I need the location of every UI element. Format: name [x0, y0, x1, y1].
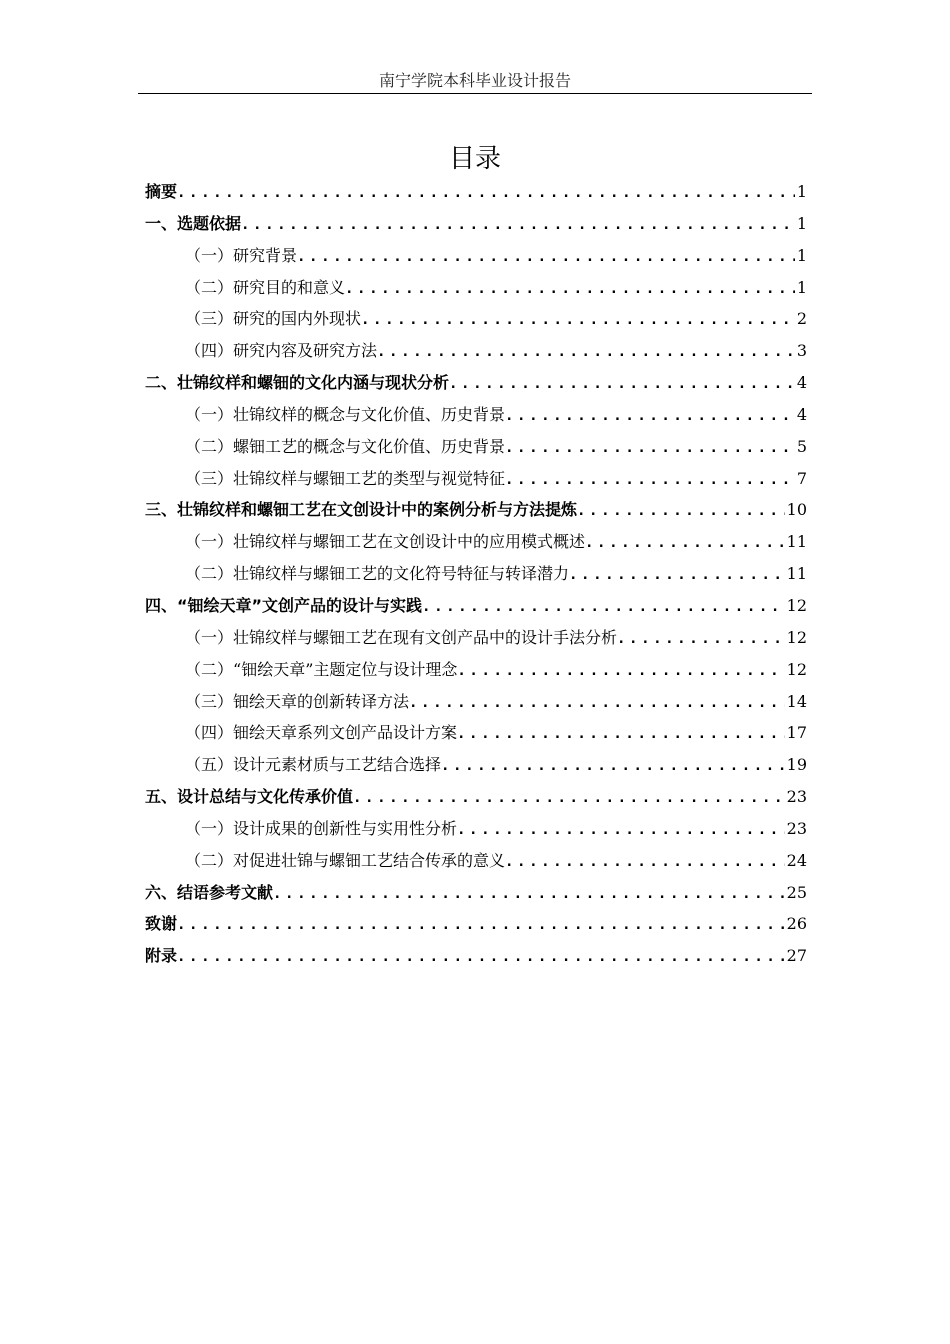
toc-entry-label: 研究目的和意义 — [233, 277, 346, 297]
toc-dot-leader — [457, 719, 785, 751]
toc-entry[interactable] — [145, 717, 807, 749]
toc-entry-page: 4 — [796, 373, 807, 393]
toc-entry-number: （二） — [185, 850, 234, 870]
toc-entry[interactable] — [145, 494, 807, 526]
toc-entry-page: 10 — [786, 500, 807, 520]
toc-entry-number: （三） — [185, 468, 234, 488]
toc-dot-leader — [345, 274, 795, 306]
toc-entry-page: 1 — [796, 245, 807, 265]
toc-entry-page: 11 — [786, 532, 807, 552]
toc-entry-page: 12 — [786, 627, 807, 647]
toc-entry-number: （三） — [185, 309, 234, 329]
toc-entry-label: 摘要 — [145, 182, 178, 201]
toc-dot-leader — [617, 624, 785, 656]
toc-entry-label: 壮锦纹样与螺钿工艺在现有文创产品中的设计手法分析 — [233, 627, 618, 647]
toc-entry[interactable] — [145, 908, 807, 940]
toc-entry[interactable] — [145, 367, 807, 399]
table-of-contents — [145, 176, 807, 972]
toc-entry-label: 壮锦纹样与螺钿工艺在文创设计中的应用模式概述 — [233, 532, 586, 552]
toc-dot-leader — [409, 688, 785, 720]
toc-entry-page: 19 — [786, 755, 807, 775]
toc-entry-page: 17 — [786, 723, 807, 743]
toc-dot-leader — [353, 783, 785, 815]
toc-entry[interactable] — [145, 303, 807, 335]
toc-entry-number: （一） — [185, 245, 234, 265]
toc-entry-label: 研究的国内外现状 — [233, 309, 362, 329]
toc-entry-number: （三） — [185, 691, 234, 711]
toc-entry-number: （一） — [185, 532, 234, 552]
running-header: 南宁学院本科毕业设计报告 — [378, 71, 571, 90]
toc-entry[interactable] — [145, 654, 807, 686]
toc-entry-number: （四） — [185, 723, 234, 743]
toc-entry-page: 3 — [796, 341, 807, 361]
toc-entry-label: 壮锦纹样与螺钿工艺的文化符号特征与转译潜力 — [233, 564, 570, 584]
toc-entry[interactable] — [145, 590, 807, 622]
toc-dot-leader — [177, 942, 785, 974]
toc-entry-page: 14 — [786, 691, 807, 711]
toc-entry-number: （四） — [185, 341, 234, 361]
toc-entry-number: （一） — [185, 818, 234, 838]
toc-entry-label: 五、设计总结与文化传承价值 — [145, 787, 354, 807]
toc-entry[interactable] — [145, 240, 807, 272]
toc-entry[interactable] — [145, 877, 807, 909]
toc-entry-page: 23 — [786, 787, 807, 807]
toc-entry-number: （二） — [185, 659, 234, 679]
toc-entry[interactable] — [145, 335, 807, 367]
toc-entry-label: 螺钿工艺的概念与文化价值、历史背景 — [233, 436, 506, 456]
toc-title: 目录 — [448, 144, 501, 174]
toc-entry-label: 六、结语参考文献 — [145, 882, 274, 902]
toc-dot-leader — [505, 465, 795, 497]
toc-dot-leader — [569, 560, 785, 592]
toc-entry-page: 7 — [796, 468, 807, 488]
toc-entry-label: 研究内容及研究方法 — [233, 341, 378, 361]
toc-entry-page: 12 — [786, 659, 807, 679]
toc-dot-leader — [177, 910, 785, 942]
header-divider — [138, 93, 812, 94]
toc-entry-label: “钿绘天章”主题定位与设计理念 — [233, 659, 458, 679]
toc-dot-leader — [361, 305, 795, 337]
toc-dot-leader — [241, 210, 795, 242]
toc-entry-number: （二） — [185, 564, 234, 584]
toc-entry[interactable] — [145, 208, 807, 240]
toc-dot-leader — [505, 401, 795, 433]
toc-entry-page: 24 — [786, 850, 807, 870]
toc-entry-number: （二） — [185, 277, 234, 297]
toc-entry[interactable] — [145, 399, 807, 431]
toc-entry[interactable] — [145, 526, 807, 558]
toc-entry-page: 11 — [786, 564, 807, 584]
toc-dot-leader — [377, 337, 795, 369]
toc-entry[interactable] — [145, 431, 807, 463]
toc-dot-leader — [449, 369, 795, 401]
toc-entry-number: （五） — [185, 755, 234, 775]
toc-entry-number: （一） — [185, 627, 234, 647]
toc-entry[interactable] — [145, 272, 807, 304]
toc-entry-page: 1 — [796, 277, 807, 297]
toc-entry-label: 致谢 — [145, 914, 178, 934]
toc-entry-page: 1 — [796, 182, 807, 201]
toc-entry-label: 研究背景 — [233, 245, 298, 265]
toc-entry-number: （二） — [185, 436, 234, 456]
toc-entry[interactable] — [145, 558, 807, 590]
toc-entry-label: 壮锦纹样的概念与文化价值、历史背景 — [233, 404, 506, 424]
toc-dot-leader — [297, 242, 795, 274]
toc-entry-page: 12 — [786, 595, 807, 615]
toc-entry-number: 二、 — [145, 373, 178, 393]
toc-entry[interactable] — [145, 940, 807, 972]
toc-dot-leader — [505, 847, 785, 879]
toc-dot-leader — [585, 528, 785, 560]
toc-dot-leader — [577, 496, 785, 528]
toc-entry-page: 26 — [786, 914, 807, 934]
toc-entry-number: （一） — [185, 404, 234, 424]
toc-entry[interactable] — [145, 845, 807, 877]
toc-entry-page: 25 — [786, 882, 807, 902]
toc-entry[interactable] — [145, 622, 807, 654]
toc-entry-page: 2 — [796, 309, 807, 329]
toc-entry[interactable] — [145, 176, 807, 208]
toc-dot-leader — [457, 815, 785, 847]
toc-entry-page: 1 — [796, 213, 807, 233]
toc-entry-label: 壮锦纹样和螺钿的文化内涵与现状分析 — [177, 373, 450, 393]
toc-entry-page: 23 — [786, 818, 807, 838]
toc-entry-page: 5 — [796, 436, 807, 456]
toc-entry[interactable] — [145, 749, 807, 781]
toc-dot-leader — [441, 751, 785, 783]
toc-entry-label: 四、“钿绘天章”文创产品的设计与实践 — [145, 595, 423, 615]
toc-dot-leader — [505, 433, 795, 465]
toc-entry[interactable] — [145, 781, 807, 813]
toc-entry-label: 设计元素材质与工艺结合选择 — [233, 755, 442, 775]
toc-entry-label: 钿绘天章系列文创产品设计方案 — [233, 723, 458, 743]
toc-dot-leader — [457, 656, 784, 688]
toc-entry-label: 对促进壮锦与螺钿工艺结合传承的意义 — [233, 850, 506, 870]
toc-entry-label: 壮锦纹样与螺钿工艺的类型与视觉特征 — [233, 468, 506, 488]
toc-entry-page: 27 — [786, 946, 807, 966]
toc-entry[interactable] — [145, 463, 807, 495]
toc-entry[interactable] — [145, 686, 807, 718]
toc-dot-leader — [177, 178, 795, 210]
toc-dot-leader — [273, 879, 785, 911]
toc-entry-number: 一、 — [145, 213, 178, 233]
toc-entry[interactable] — [145, 813, 807, 845]
toc-entry-label: 钿绘天章的创新转译方法 — [233, 691, 410, 711]
toc-dot-leader — [422, 592, 785, 624]
toc-entry-page: 4 — [796, 404, 807, 424]
toc-entry-label: 附录 — [145, 946, 178, 966]
toc-entry-label: 设计成果的创新性与实用性分析 — [233, 818, 458, 838]
toc-entry-label: 选题依据 — [177, 213, 242, 233]
toc-entry-label: 三、壮锦纹样和螺钿工艺在文创设计中的案例分析与方法提炼 — [145, 500, 578, 520]
